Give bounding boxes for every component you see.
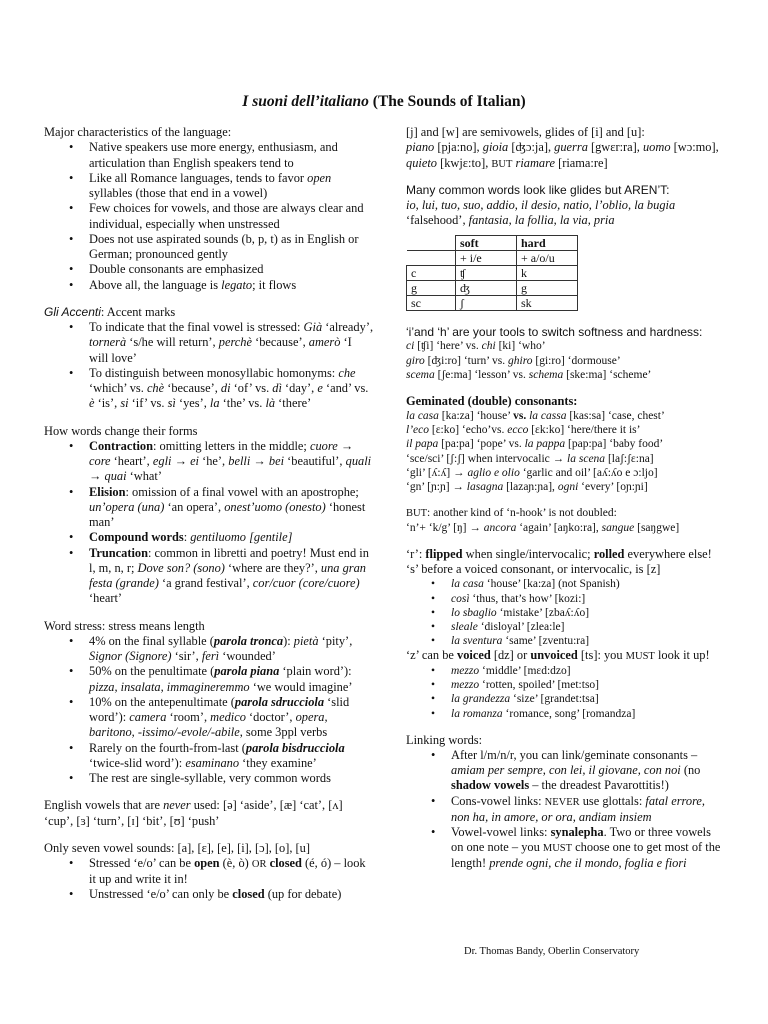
ih-line: ci [ʧi] ‘here’ vs. chi [ki] ‘who’ xyxy=(406,340,546,353)
s-list xyxy=(406,577,726,648)
list-item: • Stressed ‘e/o’ can be open (è, ò) OR closed (é, ó) – look it up and write it in! xyxy=(89,856,374,887)
soft-hard-table xyxy=(406,235,578,311)
list-item: • Does not use aspirated sounds (b, p, t) as in English or German; pronounced gently xyxy=(89,232,374,263)
linking-list xyxy=(406,748,726,871)
list-text: open xyxy=(307,170,332,185)
table-cell xyxy=(407,235,456,250)
gem-line: ‘gli’ [ʎ:ʎ] → aglio e olio ‘garlic and oil’ [aʎ:ʎo e ɔ:ljo] xyxy=(406,466,658,479)
major-heading: Major characteristics of the language: xyxy=(44,125,232,139)
forms-heading: How words change their forms xyxy=(44,423,198,438)
list-item: • mezzo ‘middle’ [mɛd:dzo] xyxy=(451,664,726,678)
list-item: • Elision: omission of a final vowel with an apostrophe; un’opera (una) ‘an opera’, onest’uomo (onesto) ‘honest man’ xyxy=(89,485,374,531)
ih-line: scema [ʃe:ma] ‘lesson’ vs. schema [ske:ma] ‘scheme’ xyxy=(406,368,652,381)
list-item: • 4% on the final syllable (parola tronca): pietà ‘pity’, Signor (Signore) ‘sir’, ferì ‘wounded’ xyxy=(89,634,374,665)
accent-list xyxy=(44,320,374,412)
linking-heading: Linking words: xyxy=(406,732,483,747)
gem-heading: Geminated (double) consonants: xyxy=(406,393,578,408)
table-cell: g xyxy=(517,280,578,295)
list-item: • To indicate that the final vowel is stressed: Già ‘already’, tornerà ‘s/he will return’, perchè ‘because’, amerò ‘I will love’ xyxy=(89,320,374,366)
list-item: • la romanza ‘romance, song’ [romandza] xyxy=(451,707,726,721)
list-item: • lo sbaglio ‘mistake’ [zbaʎ:ʎo] xyxy=(451,606,726,620)
list-item: • Compound words: gentiluomo [gentile] xyxy=(89,530,374,545)
list-item: • sleale ‘disloyal’ [zlea:le] xyxy=(451,620,726,634)
table-header: hard xyxy=(517,235,578,250)
list-item: • la casa ‘house’ [ka:za] (not Spanish) xyxy=(451,577,726,591)
semivowel-heading: [j] and [w] are semivowels, glides of [i] and [u]: xyxy=(406,125,645,139)
r-line: ‘r’: flipped when single/intervocalic; rolled everywhere else! xyxy=(406,546,712,561)
ih-line: giro [ʤi:ro] ‘turn’ vs. ghiro [gi:ro] ‘dormouse’ xyxy=(406,354,621,367)
title-english: (The Sounds of Italian) xyxy=(368,93,526,110)
title-italian: I suoni dell’italiano xyxy=(242,93,369,110)
list-item: • The rest are single-syllable, very common words xyxy=(89,771,374,786)
seven-heading: Only seven vowel sounds: [a], [ɛ], [e], [i], [ɔ], [o], [u] xyxy=(44,840,311,855)
stress-list xyxy=(44,634,374,787)
list-item: • Contraction: omitting letters in the middle; cuore → core ‘heart’, egli → ei ‘he’, belli → bei ‘beautiful’, quali → quai ‘what’ xyxy=(89,439,374,485)
table-cell: + i/e xyxy=(456,250,517,265)
nhook-line: ‘n’+ ‘k/g’ [ŋ] → ancora ‘again’ [aŋko:ra], sangue [saŋgwe] xyxy=(406,521,680,534)
table-cell: + a/o/u xyxy=(517,250,578,265)
list-item: • Native speakers use more energy, enthusiasm, and articulation than English speakers tend to xyxy=(89,140,374,171)
table-cell: k xyxy=(517,265,578,280)
table-cell: ʤ xyxy=(456,280,517,295)
list-item: • To distinguish between monosyllabic homonyms: che ‘which’ vs. chè ‘because’, di ‘of’ vs. dì ‘day’, e ‘and’ vs. è ‘is’, si ‘if’ vs. sì ‘yes’, la ‘the’ vs. là ‘there’ xyxy=(89,366,374,412)
list-item xyxy=(89,171,374,202)
accent-heading xyxy=(44,305,374,320)
list-item: • Truncation: common in libretti and poetry! Must end in l, m, n, r; Dove son? (sono) ‘where are they?’, una gran festa (grande) ‘a grand festival’, cor/cuor (core/cuore) ‘heart’ xyxy=(89,546,374,607)
list-item: • mezzo ‘rotten, spoiled’ [met:tso] xyxy=(451,678,726,692)
z-list xyxy=(406,664,726,721)
list-item: • Cons-vowel links: NEVER use glottals: fatal errore, non ha, in amore, or ora, andiam insiem xyxy=(451,794,726,825)
footer-credit: Dr. Thomas Bandy, Oberlin Conservatory xyxy=(464,946,640,957)
gem-line: la casa [ka:za] ‘house’ vs. la cassa [kas:sa] ‘case, chest’ xyxy=(406,410,665,423)
list-item: • 50% on the penultimate (parola piana ‘plain word’): pizza, insalata, immagineremmo ‘we would imagine’ xyxy=(89,664,374,695)
z-line: ‘z’ can be voiced [dz] or unvoiced [ts]: you MUST look it up! xyxy=(406,648,710,663)
table-cell: ʃ xyxy=(456,295,517,310)
gem-line: ‘sce/sci’ [ʃ:ʃ] when intervocalic → la scena [laʃ:ʃɛ:na] xyxy=(406,452,654,465)
list-item: • la grandezza ‘size’ [grandet:tsa] xyxy=(451,692,726,706)
ih-heading: ‘i’and ‘h’ are your tools to switch softness and hardness: xyxy=(406,324,703,339)
table-cell xyxy=(407,250,456,265)
accent-heading-rest: : Accent marks xyxy=(100,304,176,319)
list-text: syllables (those that end in a vowel) xyxy=(89,186,268,200)
table-cell: sk xyxy=(517,295,578,310)
page-title xyxy=(0,92,768,111)
list-item: • 10% on the antepenultimate (parola sdrucciola ‘slid word’): camera ‘room’, medico ‘doctor’, opera, baritono, -issimo/-evole/-abile, some 3ppl verbs xyxy=(89,695,374,741)
list-item: • la sventura ‘same’ [zventu:ra] xyxy=(451,634,726,648)
list-item: • Few choices for vowels, and those are always clear and individual, especially when unstressed xyxy=(89,201,374,232)
gem-line: l’eco [ɛ:ko] ‘echo’vs. ecco [ɛk:ko] ‘here/there it is’ xyxy=(406,424,641,437)
not-glides-examples: io, lui, tuo, suo, addio, il desio, natio, l’oblio, la bugia ‘falsehood’, fantasia, la follia, la via, pria xyxy=(406,198,676,228)
seven-list xyxy=(44,856,374,902)
table-cell: g xyxy=(407,280,456,295)
accent-heading-it: Gli Accenti xyxy=(44,304,101,319)
gem-line: ‘gn’ [ɲ:ɲ] → lasagna [lazaɲ:ɲa], ogni ‘every’ [oɲ:ɲi] xyxy=(406,480,648,493)
list-text: Like all Romance languages, tends to favor xyxy=(89,170,308,185)
list-item: • Double consonants are emphasized xyxy=(89,262,374,277)
semivowel-examples: piano [pja:no], gioia [ʤɔ:ja], guerra [gwɛr:ra], uomo [wɔ:mo], quieto [kwjɛ:to], BUT riamare [riama:re] xyxy=(406,140,719,170)
list-item: • After l/m/n/r, you can link/geminate consonants – amiam per sempre, con lei, il giovane, con noi (no shadow vowels – the dreadest Pavarottitis!) xyxy=(451,748,726,794)
list-item: • Rarely on the fourth-from-last (parola bisdrucciola ‘twice-slid word’): esaminano ‘they examine’ xyxy=(89,741,374,772)
table-cell: ʧ xyxy=(456,265,517,280)
list-item: • Above all, the language is legato; it flows xyxy=(89,278,374,293)
right-column xyxy=(406,125,726,871)
nhook-line: BUT: another kind of ‘n-hook’ is not doubled: xyxy=(406,506,617,519)
table-cell: sc xyxy=(407,295,456,310)
list-item: • Vowel-vowel links: synalepha. Two or three vowels on one note – you MUST choose one to get most of the length! prende ogni, che il mondo, foglia e fiori xyxy=(451,825,726,871)
left-column xyxy=(44,125,374,902)
table-cell: c xyxy=(407,265,456,280)
stress-heading: Word stress: stress means length xyxy=(44,618,205,633)
table-header: soft xyxy=(456,235,517,250)
gem-line: il papa [pa:pa] ‘pope’ vs. la pappa [pap:pa] ‘baby food’ xyxy=(406,438,664,451)
list-item: • Unstressed ‘e/o’ can only be closed (up for debate) xyxy=(89,887,374,902)
list-item: • così ‘thus, that’s how’ [kozi:] xyxy=(451,592,726,606)
major-list xyxy=(44,140,374,293)
forms-list xyxy=(44,439,374,607)
never-vowels: English vowels that are never used: [ə] ‘aside’, [æ] ‘cat’, [ʌ] ‘cup’, [ɜ] ‘turn’, [ɪ] ‘bit’, [ʊ] ‘push’ xyxy=(44,798,343,828)
not-glides-heading: Many common words look like glides but AREN’T: xyxy=(406,183,670,198)
s-line: ‘s’ before a voiced consonant, or intervocalic, is [z] xyxy=(406,562,661,577)
